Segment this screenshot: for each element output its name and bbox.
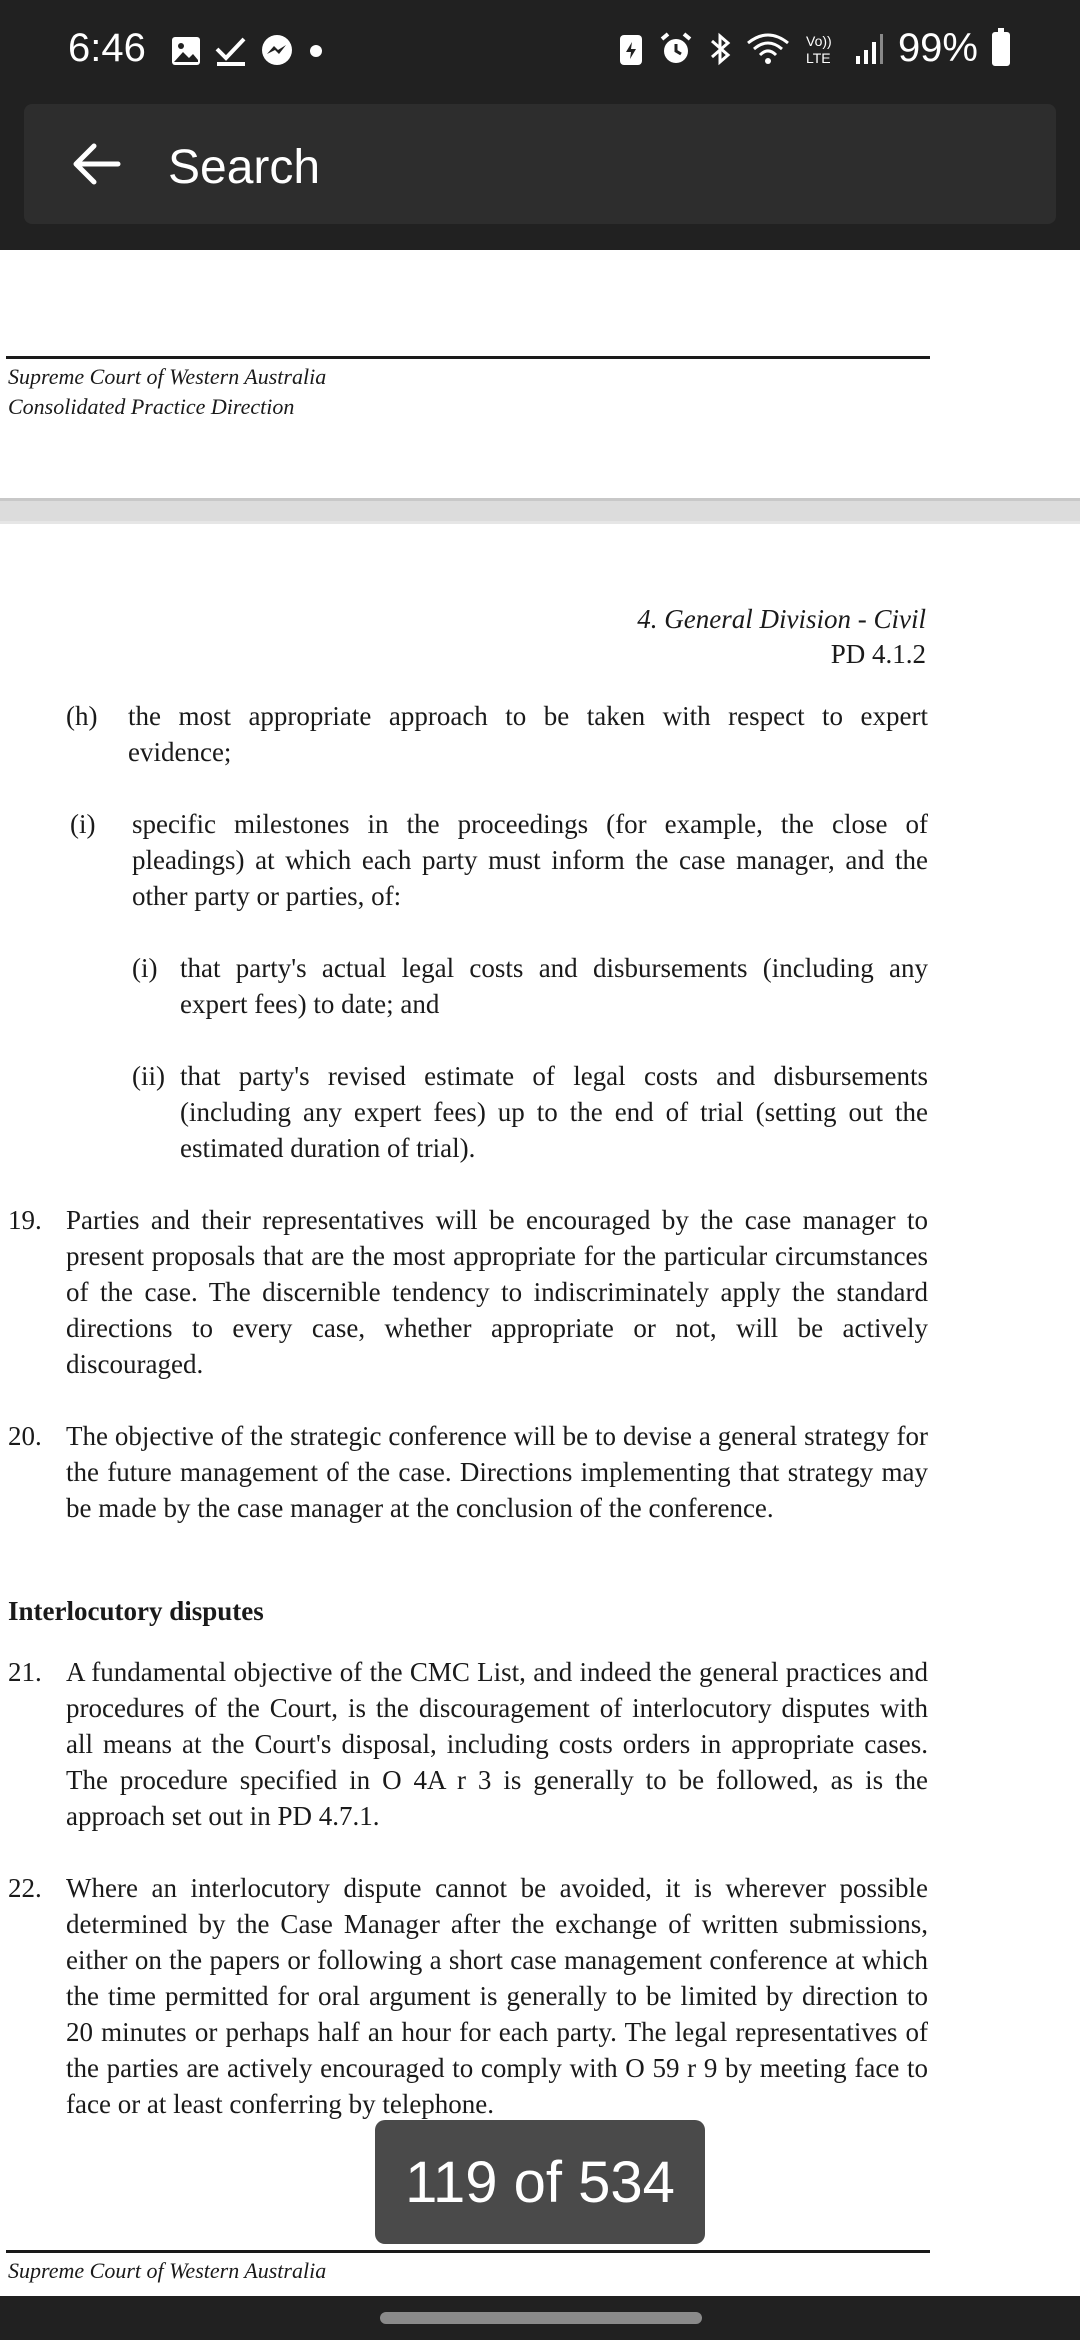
navigation-bar — [0, 2296, 1080, 2340]
footer-court-name: Supreme Court of Western Australia — [8, 2258, 327, 2283]
subitem-number: (ii) — [132, 1061, 165, 1091]
document-page — [0, 524, 1080, 2296]
signal-icon — [854, 32, 884, 66]
search-bar[interactable] — [24, 104, 1056, 224]
paragraph-text: Where an interlocutory dispute cannot be avoided, it is wherever possible determined by the Case Manager after the exchange of written submissions, either on the papers or following a short case management conference at which the time permitted for oral argument is generally to be limited by direction to 20 minutes or perhaps half an hour for each party. The legal representatives of the parties are actively encouraged to comply with O 59 r 9 by meeting face to face or at least conferring by telephone. — [66, 1873, 928, 2119]
arrow-left-icon — [70, 140, 122, 188]
subitem-text: that party's revised estimate of legal costs and disbursements (including any expert fees) up to the end of trial (setting out the estimated duration of trial). — [180, 1061, 928, 1163]
search-label[interactable]: Search — [168, 141, 321, 194]
system-icons — [618, 26, 1010, 71]
subitem-number: (i) — [132, 953, 158, 983]
footer-doc-name: Consolidated Practice Direction — [8, 394, 295, 419]
section-heading: Interlocutory disputes — [8, 1596, 264, 1626]
item-number: (i) — [70, 809, 96, 839]
previous-page — [0, 250, 1080, 498]
paragraph-number: 21. — [8, 1657, 42, 1687]
item-number: (h) — [66, 701, 98, 731]
status-time: 6:46 — [68, 26, 146, 70]
battery-percentage: 99% — [897, 26, 978, 70]
alarm-icon — [658, 31, 694, 67]
volte-icon — [804, 31, 840, 67]
paragraph-text: Parties and their representatives will be encouraged by the case manager to present proposals that are the most appropriate for the particular circumstances of the case. The discernible tendency to indiscriminately apply the standard directions to every case, whether appropriate or not, will be actively discouraged. — [66, 1205, 928, 1379]
check-icon — [214, 35, 248, 67]
page-indicator: 119 of 534 — [375, 2120, 705, 2244]
messenger-icon — [260, 34, 294, 68]
svg-text:Vo)): Vo)) — [805, 32, 832, 49]
paragraph-number: 22. — [8, 1873, 42, 1903]
wifi-icon — [746, 31, 790, 67]
battery-icon — [992, 32, 1010, 66]
bluetooth-icon — [708, 31, 732, 67]
paragraph-text: A fundamental objective of the CMC List, and indeed the general practices and procedures of the Court, is the discouragement of interlocutory disputes with all means at the Court's disposal, including costs orders in appropriate cases. The procedure specified in O 4A r 3 is generally to be followed, as is the approach set out in PD 4.7.1. — [66, 1657, 928, 1831]
item-text: specific milestones in the proceedings (for example, the close of pleadings) at which each party must inform the case manager, and the other party or parties, of: — [132, 809, 928, 911]
page-header-section — [637, 604, 926, 670]
notification-icons — [170, 34, 326, 68]
paragraph-number: 19. — [8, 1205, 42, 1235]
home-gesture-handle[interactable] — [380, 2312, 702, 2324]
paragraph-number: 20. — [8, 1421, 42, 1451]
section-title: 4. General Division - Civil — [637, 604, 926, 634]
footer-court-name: Supreme Court of Western Australia — [8, 364, 327, 389]
practice-direction-number: PD 4.1.2 — [830, 639, 926, 669]
paragraph-text: The objective of the strategic conference will be to devise a general strategy for the future management of the case. Directions implementing that strategy may be made by the case manager at the conclusion of the conference. — [66, 1421, 928, 1523]
subitem-text: that party's actual legal costs and disbursements (including any expert fees) to date; and — [180, 953, 928, 1019]
status-bar — [0, 0, 1080, 104]
dot-icon — [306, 41, 326, 61]
item-text: the most appropriate approach to be taken with respect to expert evidence; — [128, 701, 928, 767]
footer-rule — [6, 356, 930, 359]
back-button[interactable] — [64, 132, 128, 196]
svg-text:LTE: LTE — [805, 49, 831, 66]
toolbar — [0, 104, 1080, 250]
footer-rule — [6, 2250, 930, 2253]
page-separator — [0, 498, 1080, 524]
image-icon — [170, 35, 202, 67]
battery-saver-icon — [618, 32, 644, 66]
